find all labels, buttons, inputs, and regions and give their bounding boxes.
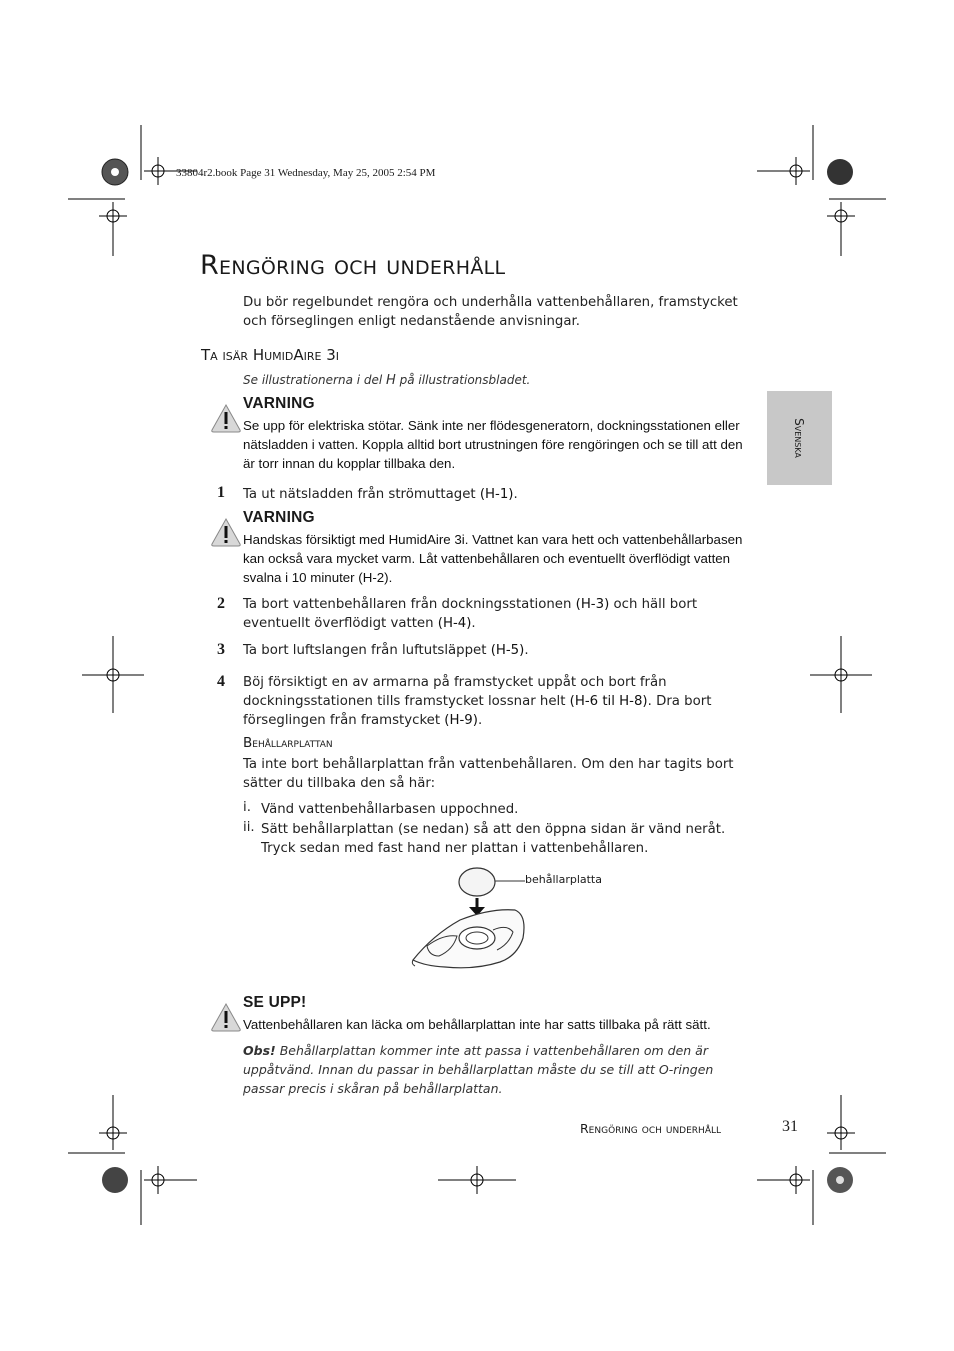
subsection-title: Behållarplattan [243,735,333,751]
illustration-note: Se illustrationerna i del H på illustrationsbladet. [243,373,531,388]
warning-title: VARNING [243,395,315,412]
language-side-tab [767,391,832,485]
obs-label: Obs! [243,1043,276,1058]
list-item: Vänd vattenbehållarbasen uppochned. [261,802,519,817]
warning-icon [210,1002,242,1032]
step-number: 1 [217,484,225,501]
warning-text: Handskas försiktigt med HumidAire 3i. Vattnet kan vara hett och vattenbehållarbasen kan också vara mycket varm. Låt vattenbehållaren och eventuellt överflödigt vatten svalna i 10 minuter (H-2). [243,532,743,585]
step-text: Böj försiktigt en av armarna på framstycket uppåt och bort från dockningsstationen tills framstycket lossnar helt (H-6 til H-8). Dra bort förseglingen från framstycket (H-9). [243,675,712,728]
page-number: 31 [782,1118,798,1135]
obs-note: Obs! Behållarplattan kommer inte att passa i vattenbehållaren om den är uppåtvänd. Innan du passar in behållarplattan måste du se till att O-ringen passar precis i skåran på behållarplattan. [243,1043,714,1096]
warning-icon [210,517,242,547]
side-tab-label: Svenska [792,418,806,458]
caution-text: Vattenbehållaren kan läcka om behållarplattan inte har satts tillbaka på rätt sätt. [243,1017,711,1032]
intro-paragraph: Du bör regelbundet rengöra och underhålla vattenbehållaren, framstycket och förseglingen enligt nedanstående anvisningar. [243,295,738,329]
print-header: 33804r2.book Page 31 Wednesday, May 25, 2005 2:54 PM [176,167,436,179]
step-number: 3 [217,641,225,658]
step-text: Ta bort luftslangen från luftutsläppet (H-5). [243,643,529,658]
page-title: Rengöring och underhåll [200,250,506,281]
list-item: Sätt behållarplattan (se nedan) så att den öppna sidan är vänd neråt. Tryck sedan med fast hand ner plattan i vattenbehållaren. [261,822,726,856]
step-number: 2 [217,595,225,612]
caution-title: SE UPP! [243,994,307,1011]
step-text: Ta bort vattenbehållaren från dockningsstationen (H-3) och häll bort eventuellt överflödigt vatten (H-4). [243,597,698,631]
list-marker: i. [243,800,251,815]
step-text: Ta ut nätsladden från strömuttaget (H-1). [243,487,518,502]
subsection-text: Ta inte bort behållarplattan från vattenbehållaren. Om den har tagits bort sätter du tillbaka den så här: [243,757,734,791]
section-title: Ta isär HumidAire 3i [201,346,340,364]
warning-text: Se upp för elektriska stötar. Sänk inte ner flödesgeneratorn, dockningsstationen eller nätsladden i vatten. Koppla alltid bort utrustningen före rengöringen och se till att den är torr innan du kopplar tillbaka den. [243,418,743,471]
reservoir-plate-illustration [405,860,535,980]
warning-title: VARNING [243,509,315,526]
step-number: 4 [217,673,225,690]
footer-section-label: Rengöring och underhåll [580,1121,722,1136]
figure-callout-label: behållarplatta [525,873,602,886]
list-marker: ii. [243,820,255,835]
warning-icon [210,403,242,433]
